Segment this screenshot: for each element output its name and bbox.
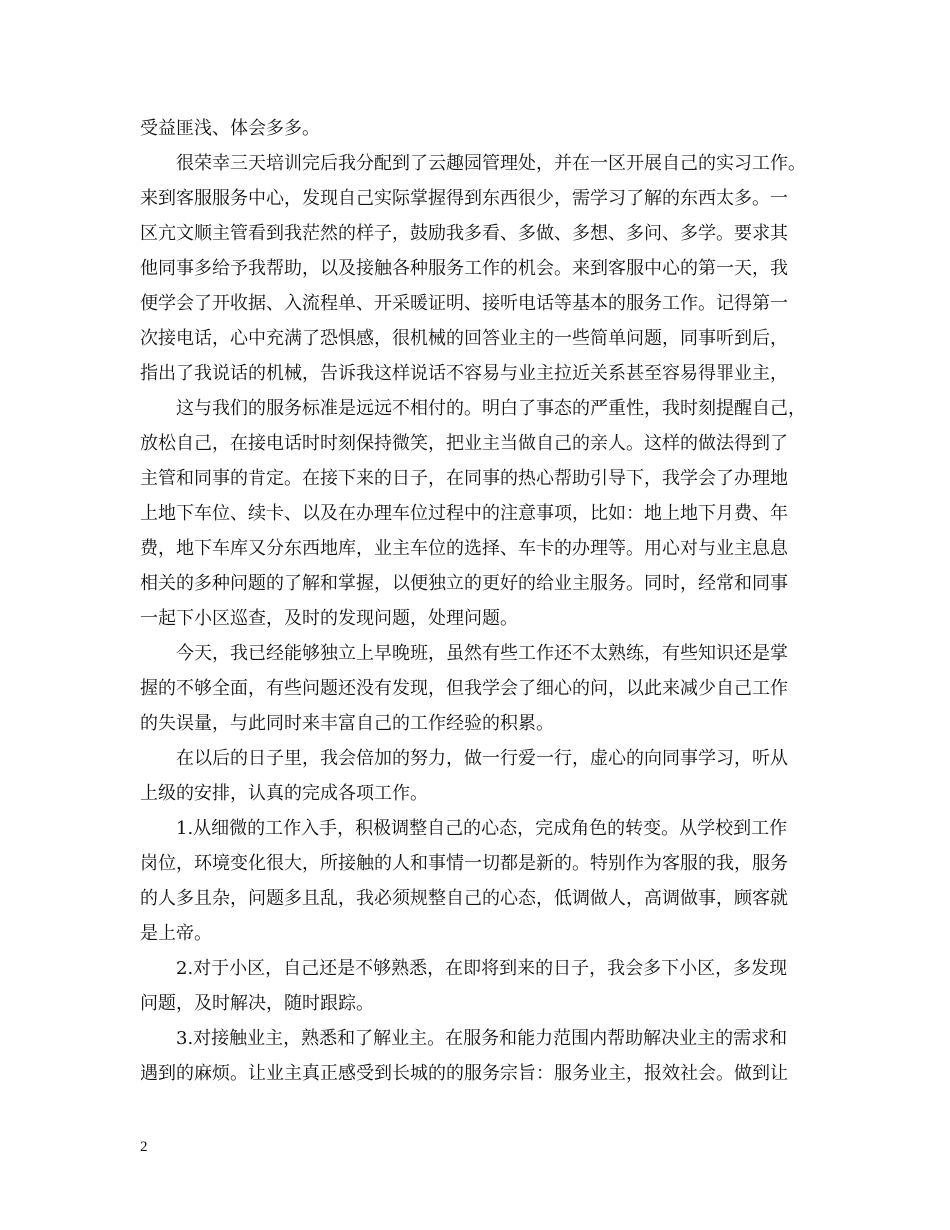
list-item-3-first-line: 3.对接触业主，熟悉和了解业主。在服务和能力范围内帮助解决业主的需求和 [176,1028,788,1049]
paragraph-first-line: 这与我们的服务标准是远远不相付的。明白了事态的严重性，我时刻提醒自己， [176,398,806,419]
text-line: 来到客服服务中心，发现自己实际掌握得到东西很少，需学习了解的东西太多。一 [140,188,788,209]
text-line: 遇到的麻烦。让业主真正感受到长城的的服务宗旨：服务业主，报效社会。做到让 [140,1063,788,1084]
text-line: 次接电话，心中充满了恐惧感，很机械的回答业主的一些简单问题，同事听到后， [140,328,788,349]
text-line: 上级的安排，认真的完成各项工作。 [140,783,428,804]
text-line: 放松自己，在接电话时时刻保持微笑，把业主当做自己的亲人。这样的做法得到了 [140,433,788,454]
text-line: 主管和同事的肯定。在接下来的日子，在同事的热心帮助引导下，我学会了办理地 [140,468,788,489]
text-line: 的人多且杂，问题多且乱，我必须规整自己的心态，低调做人，高调做事，顾客就 [140,888,788,909]
list-item-2-first-line: 2.对于小区，自己还是不够熟悉，在即将到来的日子，我会多下小区，多发现 [176,958,788,979]
text-line: 指出了我说话的机械，告诉我这样说话不容易与业主拉近关系甚至容易得罪业主， [140,363,788,384]
text-line: 一起下小区巡查，及时的发现问题，处理问题。 [140,608,518,629]
text-line: 区亢文顺主管看到我茫然的样子，鼓励我多看、多做、多想、多问、多学。要求其 [140,223,788,244]
text-line: 上地下车位、续卡、以及在办理车位过程中的注意事项，比如：地上地下月费、年 [140,503,788,524]
text-line: 问题，及时解决，随时跟踪。 [140,993,374,1014]
text-line: 握的不够全面，有些问题还没有发现，但我学会了细心的问，以此来减少自己工作 [140,678,788,699]
text-line: 是上帝。 [140,923,212,944]
text-line: 相关的多种问题的了解和掌握，以便独立的更好的给业主服务。同时，经常和同事 [140,573,788,594]
text-line: 便学会了开收据、入流程单、开采暖证明、接听电话等基本的服务工作。记得第一 [140,293,788,314]
text-line: 受益匪浅、体会多多。 [140,118,320,139]
text-line: 他同事多给予我帮助，以及接触各种服务工作的机会。来到客服中心的第一天，我 [140,258,788,279]
list-item-1-first-line: 1.从细微的工作入手，积极调整自己的心态，完成角色的转变。从学校到工作 [176,818,788,839]
page-number: 2 [140,1139,148,1155]
text-line: 的失误量，与此同时来丰富自己的工作经验的积累。 [140,713,554,734]
paragraph-first-line: 在以后的日子里，我会倍加的努力，做一行爱一行，虚心的向同事学习，听从 [176,748,788,769]
paragraph-first-line: 今天，我已经能够独立上早晚班，虽然有些工作还不太熟练，有些知识还是掌 [176,643,788,664]
text-line: 岗位，环境变化很大，所接触的人和事情一切都是新的。特别作为客服的我，服务 [140,853,788,874]
paragraph-first-line: 很荣幸三天培训完后我分配到了云趣园管理处，并在一区开展自己的实习工作。 [176,153,806,174]
text-line: 费，地下车库又分东西地库，业主车位的选择、车卡的办理等。用心对与业主息息 [140,538,788,559]
